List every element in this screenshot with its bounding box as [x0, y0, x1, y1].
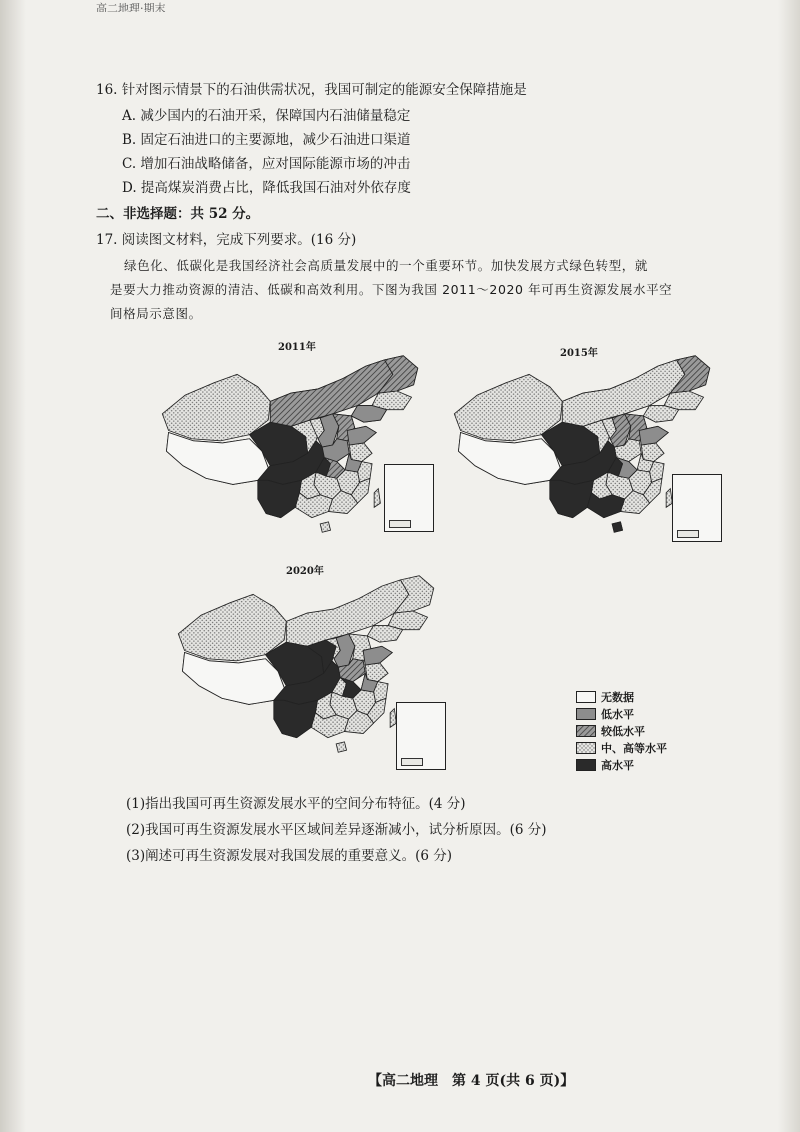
- map-legend: [576, 688, 667, 773]
- south-china-sea-inset: [384, 464, 434, 532]
- q17-material-line-2: 是要大力推动资源的清洁、低碳和高效利用。下图为我国 2011～2020 年可再生资源发展水平空: [110, 282, 673, 297]
- scan-shadow-right: [778, 0, 800, 1132]
- legend-item-lower: [576, 722, 667, 739]
- q17-material-line-1: 绿色化、低碳化是我国经济社会高质量发展中的一个重要环节。加快发展方式绿色转型，就: [124, 258, 649, 273]
- q16-stem: 16. 针对图示情景下的石油供需状况，我国可制定的能源安全保障措施是: [96, 82, 527, 98]
- q16-option-d: D. 提高煤炭消费占比，降低我国石油对外依存度: [122, 180, 411, 196]
- map-year-label: 2020年: [286, 566, 324, 577]
- legend-label: 低水平: [601, 707, 634, 721]
- legend-item-low: [576, 705, 667, 722]
- legend-swatch: [576, 742, 596, 754]
- q16-option-c: C. 增加石油战略储备，应对国际能源市场的冲击: [122, 156, 411, 172]
- map-year-label: 2015年: [560, 348, 598, 359]
- q17-stem: 17. 阅读图文材料，完成下列要求。(16 分): [96, 232, 357, 248]
- legend-label: 较低水平: [601, 724, 645, 738]
- legend-label: 中、高等水平: [601, 741, 667, 755]
- inset-caption-box: [677, 530, 699, 538]
- map-year-label: 2011年: [278, 342, 316, 353]
- page-footer: 【高二地理 第 4 页(共 6 页)】: [368, 1073, 575, 1089]
- inset-caption-box: [389, 520, 411, 528]
- legend-swatch: [576, 691, 596, 703]
- q16-option-a: A. 减少国内的石油开采，保障国内石油储量稳定: [122, 108, 411, 124]
- q17-sub-question-3: (3)阐述可再生资源发展对我国发展的重要意义。(6 分): [126, 848, 453, 864]
- q16-option-b: B. 固定石油进口的主要源地，减少石油进口渠道: [122, 132, 411, 148]
- legend-item-medium-high: [576, 739, 667, 756]
- map-2015: [446, 332, 736, 542]
- legend-swatch: [576, 759, 596, 771]
- header-strip: 高二地理·期末: [96, 2, 166, 12]
- legend-swatch: [576, 708, 596, 720]
- legend-swatch: [576, 725, 596, 737]
- scan-shadow-left: [0, 0, 26, 1132]
- legend-item-no-data: [576, 688, 667, 705]
- map-2020: [168, 556, 458, 766]
- q17-sub-question-2: (2)我国可再生资源发展水平区域间差异逐渐减小，试分析原因。(6 分): [126, 822, 547, 838]
- legend-label: 无数据: [601, 690, 634, 704]
- inset-caption-box: [401, 758, 423, 766]
- legend-item-high: [576, 756, 667, 773]
- map-2011: [150, 332, 440, 542]
- south-china-sea-inset: [672, 474, 722, 542]
- q17-material-line-3: 间格局示意图。: [110, 306, 202, 321]
- q17-sub-question-1: (1)指出我国可再生资源发展水平的空间分布特征。(4 分): [126, 796, 466, 812]
- section-title: 二、非选择题：共 52 分。: [96, 206, 260, 222]
- legend-label: 高水平: [601, 758, 634, 772]
- south-china-sea-inset: [396, 702, 446, 770]
